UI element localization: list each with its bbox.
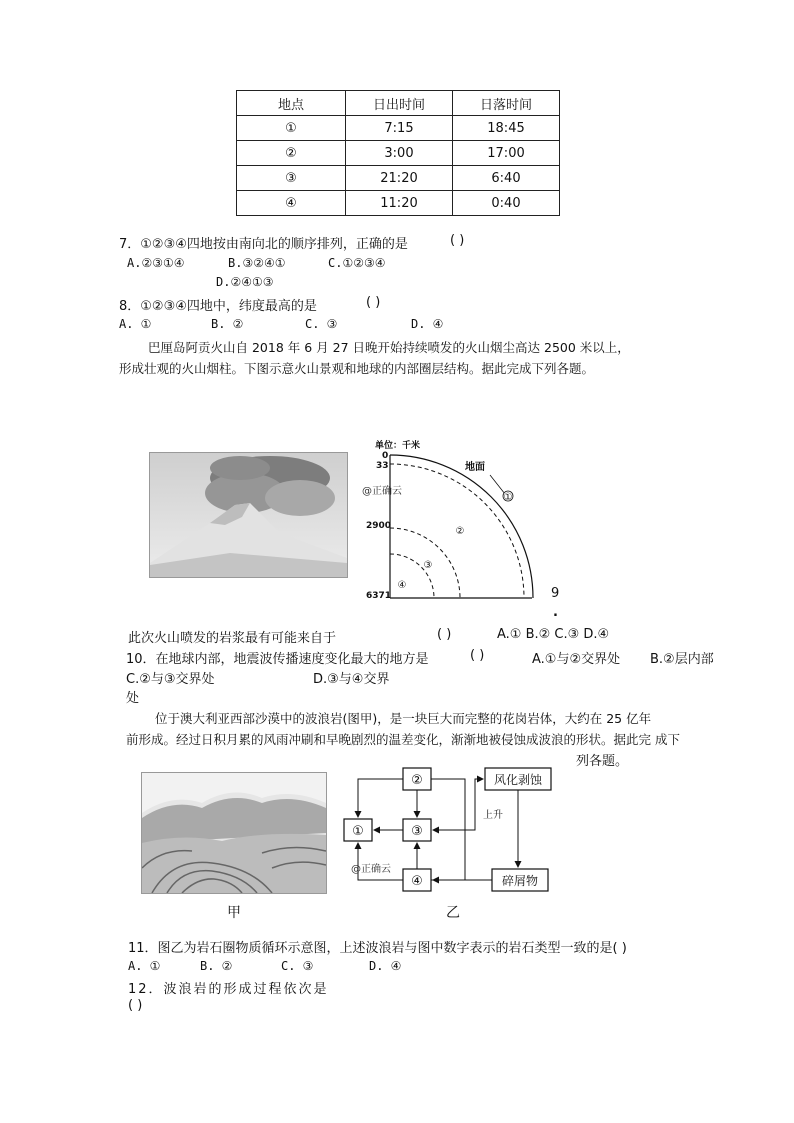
caption-left: 甲 [227,905,241,921]
cell-sunset: 18:45 [453,116,560,141]
passage2-line1: 位于澳大利亚西部沙漠中的波浪岩(图甲)，是一块巨大而完整的花岗岩体，大约在 25 亿年 [155,711,652,726]
cell-place: ④ [237,191,346,216]
q8-paren: ( ) [366,295,381,310]
q11-option-a: A. ① [128,959,161,973]
q12-stem: 12．波浪岩的形成过程依次是 [128,982,329,997]
q9-number: 9 [551,586,560,601]
passage1-line1: 巴厘岛阿贡火山自 2018 年 6 月 27 日晚开始持续喷发的火山烟尘高达 2500 米以上， [148,340,630,355]
cell-sunrise: 21:20 [346,166,453,191]
q8-stem: 8．①②③④四地中，纬度最高的是 [119,299,317,314]
header-sunrise: 日出时间 [346,91,453,116]
cell-sunset: 17:00 [453,141,560,166]
cell-sunset: 0:40 [453,191,560,216]
q7-paren: ( ) [450,233,465,248]
node-1-label: ① [352,824,364,839]
q11-option-b: B. ② [200,959,233,973]
volcano-photo [149,452,348,578]
layer-3-label: ③ [423,560,433,571]
passage1-line2: 形成壮观的火山烟柱。下图示意火山景观和地球的内部圈层结构。据此完成下列各题。 [119,361,595,376]
q11-option-c: C. ③ [281,959,314,973]
table-row [237,116,560,141]
depth-0: 0 [382,451,389,461]
q8-option-b: B. ② [211,317,244,331]
sun-table [236,90,560,216]
table-row [237,191,560,216]
q10-option-a: A.①与②交界处 [532,652,621,667]
q10-option-d-tail: 处 [126,691,140,706]
header-sunset: 日落时间 [453,91,560,116]
header-place: 地点 [237,91,346,116]
cell-sunrise: 3:00 [346,141,453,166]
q9-options: A.① B.② C.③ D.④ [497,627,610,642]
q11-option-d: D. ④ [369,959,402,973]
q10-paren: ( ) [470,648,485,663]
q7-option-d: D.②④①③ [216,275,274,289]
q7-stem: 7．①②③④四地按由南向北的顺序排列，正确的是 [119,237,408,252]
q9-paren: ( ) [437,627,452,642]
q7-option-a: A.②③①④ [127,256,185,270]
q8-option-c: C. ③ [305,317,338,331]
q8-option-a: A. ① [119,317,152,331]
table-row [237,141,560,166]
wave-rock-photo [141,772,327,894]
earth-interior-diagram [362,436,542,606]
table-row [237,166,560,191]
q7-option-b: B.③②④① [228,256,286,270]
layer-2-label: ② [455,526,465,537]
node-2-label: ② [411,773,423,788]
node-3-label: ③ [411,824,423,839]
q10-option-d: D.③与④交界 [313,672,390,687]
cell-place: ② [237,141,346,166]
rock-cycle-diagram [335,764,565,896]
passage2-line3: 列各题。 [576,754,629,769]
cell-sunset: 6:40 [453,166,560,191]
passage2-line2: 前形成。经过日积月累的风雨冲刷和早晚剧烈的温差变化，渐渐地被侵蚀成波浪的形状。据此完 成下 [126,732,680,747]
q10-stem: 10．在地球内部，地震波传播速度变化最大的地方是 [126,652,429,667]
q7-option-c: C.①②③④ [328,256,386,270]
q11-stem: 11．图乙为岩石圈物质循环示意图，上述波浪岩与图中数字表示的岩石类型一致的是( ) [128,941,627,956]
weathering-label: 风化剥蚀 [493,773,543,787]
q10-option-c: C.②与③交界处 [126,672,215,687]
q8-option-d: D. ④ [411,317,444,331]
debris-label: 碎屑物 [501,874,539,888]
unit-label: 单位：千米 [375,441,421,451]
q9-dot: . [553,605,558,620]
watermark-2: @正确云 [351,864,391,875]
depth-33: 33 [376,461,389,471]
caption-right: 乙 [446,905,460,921]
depth-2900: 2900 [366,521,392,531]
q9-stem: 此次火山喷发的岩浆最有可能来自于 [128,631,337,646]
q10-option-b: B.②层内部 [650,652,714,667]
wave-rock-image [142,773,326,893]
depth-6371: 6371 [366,591,392,601]
cell-place: ① [237,116,346,141]
cell-sunrise: 11:20 [346,191,453,216]
node-4-label: ④ [411,874,423,889]
watermark-1: @正确云 [362,486,402,497]
cell-place: ③ [237,166,346,191]
cell-sunrise: 7:15 [346,116,453,141]
layer-4-label: ④ [397,580,407,591]
volcano-image [150,453,347,577]
uplift-label: 上升 [483,810,503,821]
layer-1-label: ① [503,492,513,503]
surface-label: 地面 [465,462,485,473]
table-header-row [237,91,560,116]
q12-paren: ( ) [128,998,143,1013]
